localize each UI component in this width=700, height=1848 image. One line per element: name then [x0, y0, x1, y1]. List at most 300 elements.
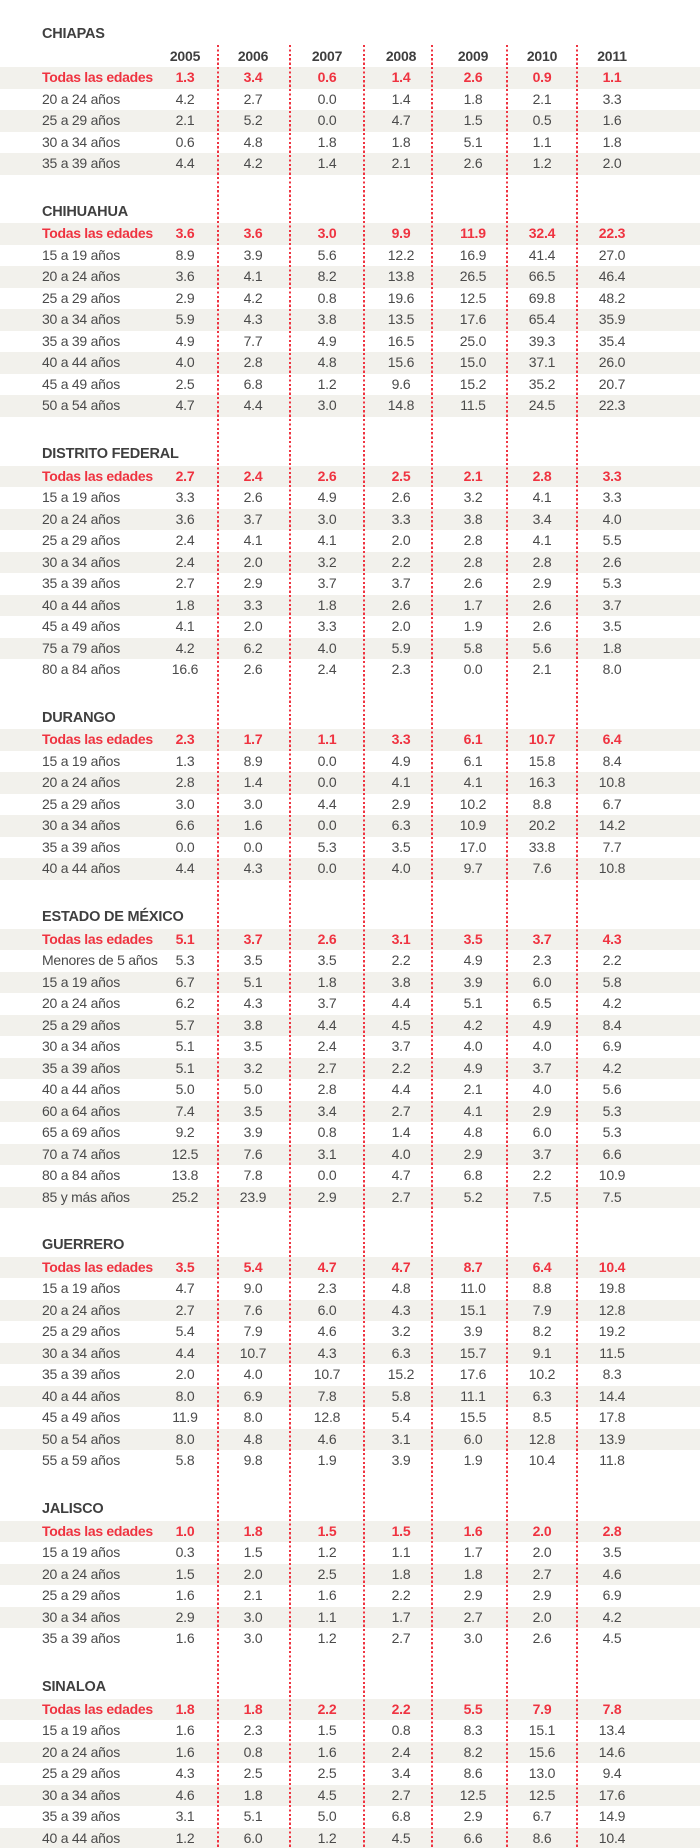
value-cell: 4.7	[391, 112, 411, 128]
row-label: 40 a 44 años	[42, 596, 120, 613]
value-cell: 9.9	[391, 225, 411, 242]
value-cell: 8.6	[532, 1829, 552, 1846]
row-label: 20 a 24 años	[42, 1565, 120, 1582]
value-cell: 2.3	[532, 952, 552, 969]
value-cell: 11.1	[460, 1387, 486, 1404]
section-title: DISTRITO FEDERAL	[42, 446, 179, 463]
value-cell: 6.8	[391, 1808, 411, 1825]
value-cell: 4.4	[175, 1344, 195, 1361]
value-cell: 1.8	[243, 1522, 263, 1539]
year-header-cell: 2011	[597, 48, 627, 64]
value-cell: 4.4	[317, 795, 337, 812]
value-cell: 4.0	[463, 1038, 483, 1055]
value-cell: 1.0	[175, 1522, 195, 1539]
value-cell: 4.5	[602, 1630, 622, 1647]
year-header-cell: 2010	[526, 48, 558, 64]
value-cell: 3.5	[391, 838, 411, 855]
table-row	[0, 1429, 700, 1451]
row-label: 50 a 54 años	[42, 397, 120, 414]
table-row	[0, 1343, 700, 1365]
value-cell: 1.7	[243, 731, 263, 748]
table-row	[0, 815, 700, 837]
value-cell: 5.3	[175, 952, 195, 969]
value-cell: 5.6	[602, 1081, 622, 1098]
value-cell: 1.9	[317, 1452, 337, 1469]
value-cell: 11.9	[172, 1409, 198, 1426]
value-cell: 3.0	[317, 225, 337, 242]
row-label: 30 a 34 años	[42, 1344, 120, 1361]
value-cell: 1.4	[391, 69, 411, 85]
value-cell: 3.5	[175, 1258, 195, 1275]
value-cell: 17.6	[459, 311, 487, 328]
state-section	[0, 417, 700, 681]
row-label: 35 a 39 años	[42, 155, 120, 171]
value-cell: 2.0	[532, 1522, 552, 1539]
value-cell: 1.1	[317, 1608, 337, 1625]
value-cell: 3.8	[391, 973, 411, 990]
value-cell: 3.0	[175, 795, 195, 812]
value-cell: 6.8	[243, 375, 263, 392]
value-cell: 2.1	[243, 1587, 263, 1604]
section-title: CHIHUAHUA	[42, 203, 129, 220]
value-cell: 4.7	[175, 397, 195, 414]
value-cell: 9.8	[243, 1452, 263, 1469]
value-cell: 13.4	[598, 1722, 626, 1739]
row-label: 35 a 39 años	[42, 1630, 120, 1647]
value-cell: 15.1	[459, 1301, 487, 1318]
row-label: Todas las edades	[42, 731, 153, 748]
row-label: 25 a 29 años	[42, 1587, 120, 1604]
year-header-cell: 2007	[311, 48, 343, 64]
table-row	[0, 245, 700, 267]
state-section	[0, 1208, 700, 1472]
value-cell: 13.0	[528, 1765, 556, 1782]
value-cell: 0.5	[532, 112, 552, 128]
value-cell: 6.6	[175, 817, 195, 834]
value-cell: 1.8	[391, 1565, 411, 1582]
row-label: 45 a 49 años	[42, 618, 120, 635]
value-cell: 4.2	[243, 155, 263, 171]
value-cell: 2.7	[391, 1786, 411, 1803]
value-cell: 2.2	[602, 952, 622, 969]
value-cell: 5.7	[175, 1016, 195, 1033]
value-cell: 4.1	[463, 774, 483, 791]
value-cell: 8.0	[175, 1430, 195, 1447]
value-cell: 1.1	[317, 731, 337, 748]
value-cell: 2.7	[463, 1608, 483, 1625]
table-row	[0, 1278, 700, 1300]
value-cell: 11.9	[460, 225, 486, 242]
value-cell: 4.3	[391, 1301, 411, 1318]
value-cell: 8.2	[463, 1743, 483, 1760]
value-cell: 3.8	[243, 1016, 263, 1033]
row-label: 70 a 74 años	[42, 1145, 120, 1162]
value-cell: 5.8	[391, 1387, 411, 1404]
dotted-column-divider	[431, 45, 433, 1848]
value-cell: 5.8	[175, 1452, 195, 1469]
value-cell: 5.6	[532, 639, 552, 656]
value-cell: 2.1	[532, 90, 552, 107]
value-cell: 1.7	[463, 596, 483, 613]
value-cell: 5.1	[243, 973, 263, 990]
value-cell: 2.6	[317, 467, 337, 484]
value-cell: 3.7	[602, 596, 622, 613]
value-cell: 5.0	[175, 1081, 195, 1098]
value-cell: 6.9	[602, 1587, 622, 1604]
value-cell: 3.1	[391, 1430, 411, 1447]
value-cell: 8.2	[532, 1323, 552, 1340]
value-cell: 5.1	[175, 1038, 195, 1055]
row-label: 80 a 84 años	[42, 1167, 120, 1184]
value-cell: 0.6	[317, 69, 337, 85]
value-cell: 4.2	[243, 289, 263, 306]
value-cell: 11.0	[460, 1280, 486, 1297]
value-cell: 1.9	[463, 1452, 483, 1469]
value-cell: 2.9	[532, 575, 552, 592]
table-row	[0, 1101, 700, 1123]
value-cell: 2.0	[532, 1544, 552, 1561]
value-cell: 15.0	[459, 354, 487, 371]
value-cell: 6.7	[532, 1808, 552, 1825]
table-row	[0, 89, 700, 111]
value-cell: 4.4	[175, 155, 195, 171]
value-cell: 2.4	[317, 1038, 337, 1055]
value-cell: 4.9	[317, 489, 337, 506]
value-cell: 2.3	[391, 661, 411, 678]
value-cell: 1.4	[317, 155, 337, 171]
row-label: 35 a 39 años	[42, 1808, 120, 1825]
value-cell: 2.9	[532, 1102, 552, 1119]
value-cell: 15.6	[387, 354, 415, 371]
table-row	[0, 837, 700, 859]
table-row	[0, 1720, 700, 1742]
value-cell: 10.7	[313, 1366, 341, 1383]
value-cell: 24.5	[528, 397, 556, 414]
value-cell: 17.6	[459, 1366, 487, 1383]
value-cell: 2.1	[463, 1081, 483, 1098]
value-cell: 4.9	[175, 332, 195, 349]
value-cell: 2.9	[463, 1587, 483, 1604]
value-cell: 3.7	[317, 995, 337, 1012]
value-cell: 2.4	[317, 661, 337, 678]
value-cell: 5.8	[602, 973, 622, 990]
value-cell: 2.8	[463, 553, 483, 570]
value-cell: 4.4	[243, 397, 263, 414]
value-cell: 6.8	[463, 1167, 483, 1184]
row-label: 40 a 44 años	[42, 1387, 120, 1404]
value-cell: 13.8	[171, 1167, 199, 1184]
row-label: Menores de 5 años	[42, 952, 158, 969]
value-cell: 4.5	[317, 1786, 337, 1803]
value-cell: 15.2	[459, 375, 487, 392]
value-cell: 0.9	[532, 69, 552, 85]
row-label: Todas las edades	[42, 1700, 153, 1717]
value-cell: 8.6	[463, 1765, 483, 1782]
row-label: 15 a 19 años	[42, 752, 120, 769]
value-cell: 5.4	[391, 1409, 411, 1426]
value-cell: 2.7	[391, 1630, 411, 1647]
value-cell: 4.7	[391, 1258, 411, 1275]
year-header-cell: 2006	[237, 48, 269, 64]
value-cell: 19.2	[598, 1323, 626, 1340]
value-cell: 2.1	[532, 661, 552, 678]
value-cell: 5.4	[175, 1323, 195, 1340]
row-label: 15 a 19 años	[42, 1722, 120, 1739]
row-label: 85 y más años	[42, 1188, 130, 1205]
row-label: 30 a 34 años	[42, 1786, 120, 1803]
value-cell: 2.3	[317, 1280, 337, 1297]
value-cell: 4.5	[391, 1016, 411, 1033]
row-label: Todas las edades	[42, 69, 153, 85]
value-cell: 12.5	[459, 289, 487, 306]
value-cell: 10.7	[528, 731, 556, 748]
row-label: 40 a 44 años	[42, 1829, 120, 1846]
state-section	[0, 880, 700, 1208]
value-cell: 8.4	[602, 752, 622, 769]
value-cell: 3.2	[463, 489, 483, 506]
value-cell: 2.5	[243, 1765, 263, 1782]
value-cell: 2.8	[463, 532, 483, 549]
value-cell: 2.4	[175, 532, 195, 549]
row-label: 20 a 24 años	[42, 268, 120, 285]
value-cell: 14.4	[598, 1387, 626, 1404]
value-cell: 0.0	[175, 838, 195, 855]
value-cell: 4.4	[391, 995, 411, 1012]
value-cell: 3.4	[532, 510, 552, 527]
value-cell: 1.6	[175, 1722, 195, 1739]
value-cell: 22.3	[598, 397, 626, 414]
value-cell: 7.7	[602, 838, 622, 855]
value-cell: 6.3	[532, 1387, 552, 1404]
table-row	[0, 1079, 700, 1101]
value-cell: 2.0	[175, 1366, 195, 1383]
value-cell: 3.3	[391, 510, 411, 527]
value-cell: 6.9	[243, 1387, 263, 1404]
value-cell: 3.6	[175, 268, 195, 285]
value-cell: 4.8	[391, 1280, 411, 1297]
value-cell: 2.9	[175, 1608, 195, 1625]
row-label: 40 a 44 años	[42, 860, 120, 877]
value-cell: 35.9	[598, 311, 626, 328]
value-cell: 1.4	[243, 774, 263, 791]
value-cell: 10.8	[598, 860, 626, 877]
value-cell: 3.6	[175, 225, 195, 242]
row-label: 25 a 29 años	[42, 1323, 120, 1340]
value-cell: 15.7	[459, 1344, 487, 1361]
value-cell: 3.5	[243, 1102, 263, 1119]
value-cell: 20.2	[528, 817, 556, 834]
value-cell: 7.5	[602, 1188, 622, 1205]
value-cell: 15.6	[528, 1743, 556, 1760]
table-row	[0, 858, 700, 880]
value-cell: 4.6	[317, 1430, 337, 1447]
value-cell: 2.4	[391, 1743, 411, 1760]
value-cell: 7.9	[243, 1323, 263, 1340]
value-cell: 6.0	[317, 1301, 337, 1318]
value-cell: 7.6	[243, 1301, 263, 1318]
value-cell: 17.0	[459, 838, 487, 855]
value-cell: 3.3	[602, 467, 622, 484]
value-cell: 8.8	[532, 1280, 552, 1297]
value-cell: 3.5	[243, 952, 263, 969]
value-cell: 7.8	[317, 1387, 337, 1404]
value-cell: 1.4	[391, 1124, 411, 1141]
section-title: GUERRERO	[42, 1237, 125, 1254]
value-cell: 2.7	[175, 1301, 195, 1318]
value-cell: 2.2	[391, 1700, 411, 1717]
value-cell: 4.8	[463, 1124, 483, 1141]
value-cell: 1.8	[317, 596, 337, 613]
state-section	[0, 24, 700, 175]
value-cell: 2.9	[532, 1587, 552, 1604]
value-cell: 25.2	[171, 1188, 199, 1205]
value-cell: 2.2	[532, 1167, 552, 1184]
total-row	[0, 223, 700, 245]
value-cell: 9.7	[463, 860, 483, 877]
value-cell: 7.9	[532, 1700, 552, 1717]
value-cell: 1.3	[175, 752, 195, 769]
value-cell: 2.2	[391, 952, 411, 969]
row-label: 45 a 49 años	[42, 1409, 120, 1426]
value-cell: 2.6	[463, 575, 483, 592]
row-label: 20 a 24 años	[42, 774, 120, 791]
row-label: 25 a 29 años	[42, 289, 120, 306]
value-cell: 1.8	[463, 1565, 483, 1582]
value-cell: 14.8	[387, 397, 415, 414]
value-cell: 4.4	[391, 1081, 411, 1098]
row-label: 45 a 49 años	[42, 375, 120, 392]
value-cell: 6.4	[532, 1258, 552, 1275]
table-row	[0, 1564, 700, 1586]
table-row	[0, 751, 700, 773]
value-cell: 10.2	[528, 1366, 556, 1383]
row-label: 80 a 84 años	[42, 661, 120, 678]
value-cell: 3.8	[463, 510, 483, 527]
value-cell: 69.8	[528, 289, 556, 306]
value-cell: 4.2	[175, 639, 195, 656]
value-cell: 2.8	[175, 774, 195, 791]
value-cell: 2.6	[532, 618, 552, 635]
value-cell: 3.5	[243, 1038, 263, 1055]
value-cell: 9.2	[175, 1124, 195, 1141]
value-cell: 8.3	[463, 1722, 483, 1739]
value-cell: 5.8	[463, 639, 483, 656]
table-row	[0, 352, 700, 374]
value-cell: 3.0	[243, 795, 263, 812]
value-cell: 20.7	[598, 375, 626, 392]
row-label: Todas las edades	[42, 1522, 153, 1539]
value-cell: 1.5	[317, 1522, 337, 1539]
value-cell: 2.6	[463, 69, 483, 85]
row-label: 35 a 39 años	[42, 838, 120, 855]
row-label: 60 a 64 años	[42, 1102, 120, 1119]
value-cell: 2.1	[175, 112, 195, 128]
table-row	[0, 1144, 700, 1166]
row-label: 25 a 29 años	[42, 795, 120, 812]
value-cell: 4.1	[243, 532, 263, 549]
table-row	[0, 509, 700, 531]
value-cell: 5.1	[243, 1808, 263, 1825]
value-cell: 1.7	[391, 1608, 411, 1625]
value-cell: 4.4	[317, 1016, 337, 1033]
row-label: 15 a 19 años	[42, 1280, 120, 1297]
value-cell: 1.6	[317, 1743, 337, 1760]
value-cell: 11.5	[460, 397, 486, 414]
value-cell: 3.3	[175, 489, 195, 506]
value-cell: 2.5	[391, 467, 411, 484]
value-cell: 1.6	[175, 1743, 195, 1760]
value-cell: 5.1	[463, 133, 483, 150]
value-cell: 4.1	[391, 774, 411, 791]
row-label: 25 a 29 años	[42, 532, 120, 549]
row-label: 30 a 34 años	[42, 311, 120, 328]
value-cell: 4.9	[463, 952, 483, 969]
value-cell: 4.6	[317, 1323, 337, 1340]
value-cell: 6.0	[532, 1124, 552, 1141]
value-cell: 3.9	[463, 973, 483, 990]
row-label: Todas las edades	[42, 467, 153, 484]
value-cell: 2.2	[391, 553, 411, 570]
value-cell: 8.7	[463, 1258, 483, 1275]
table-row	[0, 530, 700, 552]
value-cell: 3.0	[463, 1630, 483, 1647]
value-cell: 1.6	[175, 1587, 195, 1604]
value-cell: 0.0	[317, 860, 337, 877]
value-cell: 2.7	[175, 575, 195, 592]
row-label: 65 a 69 años	[42, 1124, 120, 1141]
value-cell: 5.3	[317, 838, 337, 855]
value-cell: 9.6	[391, 375, 411, 392]
value-cell: 0.8	[391, 1722, 411, 1739]
value-cell: 4.1	[532, 489, 552, 506]
value-cell: 2.9	[463, 1145, 483, 1162]
value-cell: 65.4	[528, 311, 556, 328]
table-row	[0, 950, 700, 972]
value-cell: 13.8	[387, 268, 415, 285]
dotted-column-divider	[576, 45, 578, 1848]
value-cell: 3.9	[243, 246, 263, 263]
value-cell: 4.0	[532, 1038, 552, 1055]
value-cell: 2.7	[317, 1059, 337, 1076]
value-cell: 6.5	[532, 995, 552, 1012]
row-label: 15 a 19 años	[42, 489, 120, 506]
value-cell: 4.3	[317, 1344, 337, 1361]
value-cell: 7.4	[175, 1102, 195, 1119]
value-cell: 2.9	[391, 795, 411, 812]
table-row	[0, 1450, 700, 1472]
row-label: 20 a 24 años	[42, 1301, 120, 1318]
value-cell: 1.6	[175, 1630, 195, 1647]
section-title: ESTADO DE MÉXICO	[42, 909, 184, 926]
value-cell: 3.3	[391, 731, 411, 748]
value-cell: 3.5	[463, 930, 483, 947]
value-cell: 4.3	[602, 930, 622, 947]
section-title: CHIAPAS	[42, 26, 105, 42]
value-cell: 1.5	[391, 1522, 411, 1539]
state-section	[0, 1650, 700, 1848]
row-label: 20 a 24 años	[42, 1743, 120, 1760]
value-cell: 2.8	[532, 553, 552, 570]
value-cell: 15.2	[387, 1366, 415, 1383]
table-row	[0, 1828, 700, 1848]
value-cell: 6.4	[602, 731, 622, 748]
table-row	[0, 638, 700, 660]
value-cell: 2.0	[532, 1608, 552, 1625]
value-cell: 12.8	[598, 1301, 626, 1318]
state-section	[0, 1472, 700, 1650]
value-cell: 1.5	[175, 1565, 195, 1582]
row-label: 20 a 24 años	[42, 995, 120, 1012]
